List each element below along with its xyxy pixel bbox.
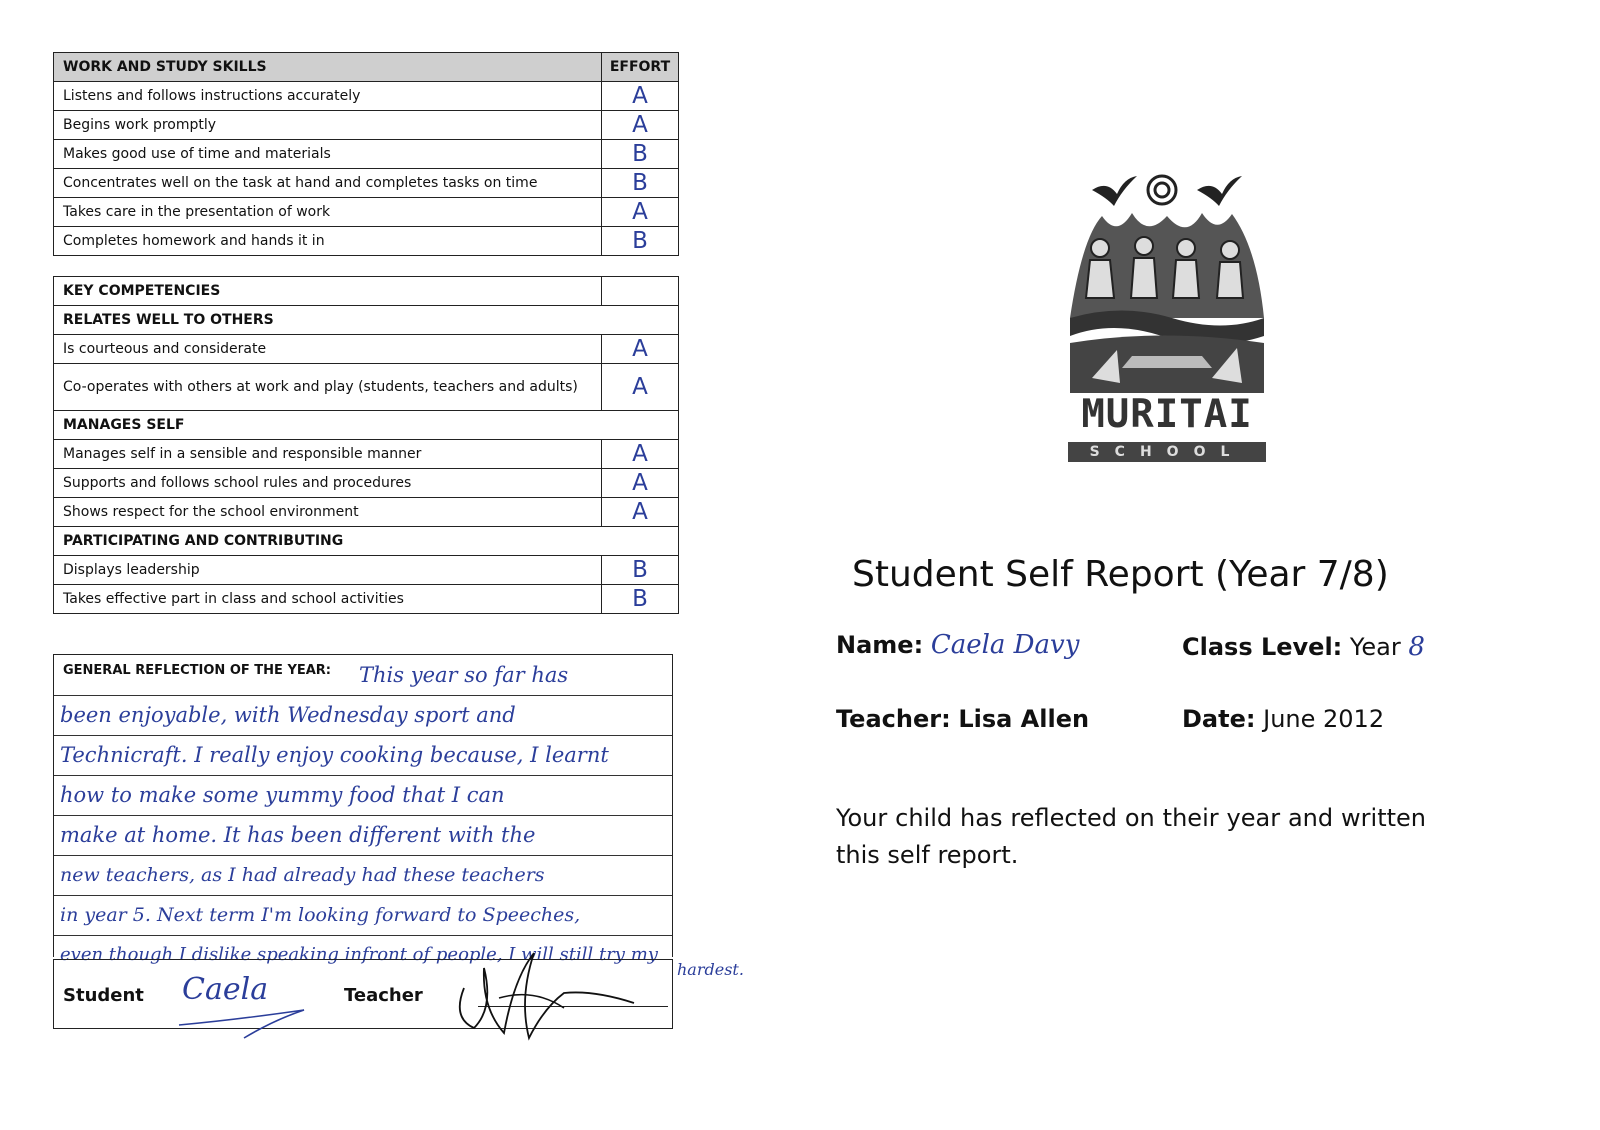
effort-grade: B [602, 227, 679, 256]
class-level-value: 8 [1408, 632, 1425, 662]
name-value: Caela Davy [930, 630, 1080, 660]
table-row [54, 440, 679, 469]
student-signature: Caela [182, 972, 269, 1007]
reflection-line: in year 5. Next term I'm looking forward to Speeches, [60, 904, 581, 926]
section-title-participating: PARTICIPATING AND CONTRIBUTING [54, 527, 679, 556]
skill-label: Concentrates well on the task at hand and completes tasks on time [54, 169, 602, 198]
effort-grade: B [602, 585, 679, 614]
skill-label: Listens and follows instructions accurately [54, 82, 602, 111]
effort-grade: A [602, 82, 679, 111]
effort-grade: A [602, 440, 679, 469]
skill-label: Makes good use of time and materials [54, 140, 602, 169]
effort-header: EFFORT [602, 53, 679, 82]
reflection-line: new teachers, as I had already had these teachers [60, 864, 545, 886]
effort-grade: A [602, 111, 679, 140]
student-label: Student [63, 985, 144, 1006]
effort-grade: A [602, 335, 679, 364]
table-row [54, 469, 679, 498]
table-row [54, 169, 679, 198]
table-row [54, 82, 679, 111]
skill-label: Takes care in the presentation of work [54, 198, 602, 227]
key-competencies-header: KEY COMPETENCIES [54, 277, 602, 306]
name-label: Name: [836, 631, 924, 659]
work-study-table [53, 52, 679, 256]
empty-cell [602, 277, 679, 306]
table-row [54, 198, 679, 227]
section-title-relates: RELATES WELL TO OTHERS [54, 306, 679, 335]
signature-box [53, 959, 673, 1029]
class-level-prefix: Year [1349, 633, 1401, 661]
skill-label: Shows respect for the school environment [54, 498, 602, 527]
teacher-value: Lisa Allen [958, 705, 1090, 733]
reflection-line: how to make some yummy food that I can [60, 783, 505, 807]
reflection-line: make at home. It has been different with the [60, 823, 536, 847]
reflection-line: even though I dislike speaking infront of people, I will still try my [60, 944, 658, 965]
effort-grade: B [602, 169, 679, 198]
effort-grade: A [602, 469, 679, 498]
table-row [54, 498, 679, 527]
skill-label: Begins work promptly [54, 111, 602, 140]
effort-grade: A [602, 498, 679, 527]
table-row [54, 140, 679, 169]
section-title-manages: MANAGES SELF [54, 411, 679, 440]
reflection-label: GENERAL REFLECTION OF THE YEAR: [63, 663, 332, 678]
key-competencies-table [53, 276, 679, 614]
reflection-box [53, 654, 673, 965]
work-study-header: WORK AND STUDY SKILLS [54, 53, 602, 82]
table-row [54, 364, 679, 411]
effort-grade: A [602, 198, 679, 227]
class-level-field [1182, 632, 1425, 662]
class-level-label: Class Level: [1182, 633, 1343, 661]
skill-label: Completes homework and hands it in [54, 227, 602, 256]
teacher-label: Teacher [344, 985, 423, 1006]
name-field [836, 630, 1079, 660]
reflection-text [54, 655, 734, 975]
reflection-line: This year so far has [359, 663, 569, 687]
date-value: June 2012 [1263, 705, 1385, 733]
effort-grade: A [602, 364, 679, 411]
table-row [54, 111, 679, 140]
skill-label: Co-operates with others at work and play (students, teachers and adults) [54, 364, 602, 411]
report-description: Your child has reflected on their year and written this self report. [836, 804, 1426, 869]
table-row [54, 227, 679, 256]
skill-label: Is courteous and considerate [54, 335, 602, 364]
table-row [54, 335, 679, 364]
reflection-overflow: hardest. [677, 960, 744, 979]
teacher-label: Teacher: [836, 705, 951, 733]
teacher-signature [444, 948, 644, 1043]
report-title: Student Self Report (Year 7/8) [852, 554, 1389, 595]
skill-label: Supports and follows school rules and procedures [54, 469, 602, 498]
table-row [54, 585, 679, 614]
reflection-line: Technicraft. I really enjoy cooking because, I learnt [60, 743, 609, 767]
date-field [1182, 705, 1384, 733]
skill-label: Manages self in a sensible and responsible manner [54, 440, 602, 469]
school-name: MURITAI [1081, 392, 1253, 437]
effort-grade: B [602, 556, 679, 585]
skill-label: Displays leadership [54, 556, 602, 585]
effort-grade: B [602, 140, 679, 169]
skill-label: Takes effective part in class and school activities [54, 585, 602, 614]
date-label: Date: [1182, 705, 1256, 733]
reflection-line: been enjoyable, with Wednesday sport and [60, 703, 516, 727]
student-signature-flourish [174, 990, 314, 1040]
table-row [54, 556, 679, 585]
teacher-field [836, 705, 1089, 733]
school-subtitle: SCHOOL [1068, 442, 1266, 462]
